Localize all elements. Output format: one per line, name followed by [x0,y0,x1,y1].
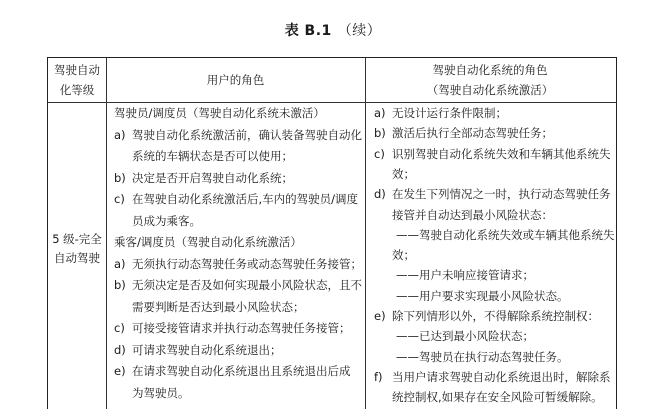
list-marker: c) [114,192,125,206]
list-marker: b) [374,126,386,141]
list-marker: a) [114,127,126,142]
line-text: 效； [392,166,415,181]
header-level-line: 驾驶自动 [54,63,100,77]
line-text: 乘客/调度员（驾驶自动化系统激活） [114,235,302,249]
line-text: 需要判断是否达到最小风险状态； [132,299,305,314]
line-text: 统控制权,如果存在安全风险可暂缓解除。 [392,390,603,405]
line-text: 在发生下列情况之一时，执行动态驾驶任务 [392,187,611,202]
header-system-line: 驾驶自动化系统的角色 [432,63,548,77]
line-text: 接管并自动达到最小风险状态： [392,207,553,222]
line-text: 驾驶员/调度员（驾驶自动化系统未激活） [114,106,325,120]
list-marker: c) [114,321,125,335]
line-text: 效； [392,248,415,263]
list-marker: a) [374,106,386,120]
header-level [48,60,106,100]
line-text: 系统的车辆状态是否可以使用； [132,149,293,163]
line-text: 除下列情形以外，不得解除系统控制权： [392,309,599,323]
list-marker: f) [374,369,383,384]
header-user-role: 用户的角色 [206,73,265,87]
header-divider [48,102,616,103]
line-text: 员成为乘客。 [132,213,201,228]
list-marker: c) [374,146,385,161]
line-text: ——已达到最小风险状态； [396,329,534,344]
role-table [47,57,617,409]
line-text: 无设计运行条件限制； [392,106,507,120]
header-level-line: 化等级 [59,83,95,97]
line-text: 可接受接管请求并执行动态驾驶任务接管； [132,321,351,335]
line-text: 为驾驶员。 [132,385,190,400]
line-text: 在驾驶自动化系统激活后,车内的驾驶员/调度 [132,192,359,206]
line-text: 当用户请求驾驶自动化系统退出时，解除系 [392,369,611,384]
level-cell [48,230,106,268]
line-text: ——驾驶员在执行动态驾驶任务。 [396,349,569,364]
table-title-continued: （续） [337,23,382,39]
list-marker: d) [114,342,126,357]
list-marker: b) [114,170,126,185]
line-text: 无须执行动态驾驶任务或动态驾驶任务接管； [132,256,362,271]
header-system-line: （驾驶自动化系统激活） [426,83,554,97]
column-divider [365,58,366,409]
line-text: 识别驾驶自动化系统失效和车辆其他系统失 [392,146,611,161]
list-marker: a) [114,256,126,271]
level-line: 自动驾驶 [54,251,100,265]
level-line: 5 级-完全 [52,232,102,246]
line-text: 激活后执行全部动态驾驶任务； [392,126,553,141]
line-text: 在请求驾驶自动化系统退出且系统退出后成 [132,364,351,378]
line-text: 可请求驾驶自动化系统退出； [132,342,282,357]
table-title-main: 表 B.1 [284,23,332,39]
line-text: 驾驶自动化系统激活前，确认装备驾驶自动化 [132,127,362,142]
list-marker: e) [374,309,386,323]
line-text: ——驾驶自动化系统失效或车辆其他系统失 [396,227,615,242]
line-text: ——用户未响应接管请求； [396,268,534,283]
line-text: 无须决定是否及如何实现最小风险状态，且不 [132,278,362,292]
list-marker: d) [374,187,386,202]
header-system-role [365,60,615,100]
column-divider [106,58,107,409]
table-title [0,20,666,40]
line-text: 决定是否开启驾驶自动化系统； [132,170,293,185]
line-text: ——用户要求实现最小风险状态。 [396,288,569,303]
list-marker: e) [114,364,126,378]
list-marker: b) [114,278,126,292]
